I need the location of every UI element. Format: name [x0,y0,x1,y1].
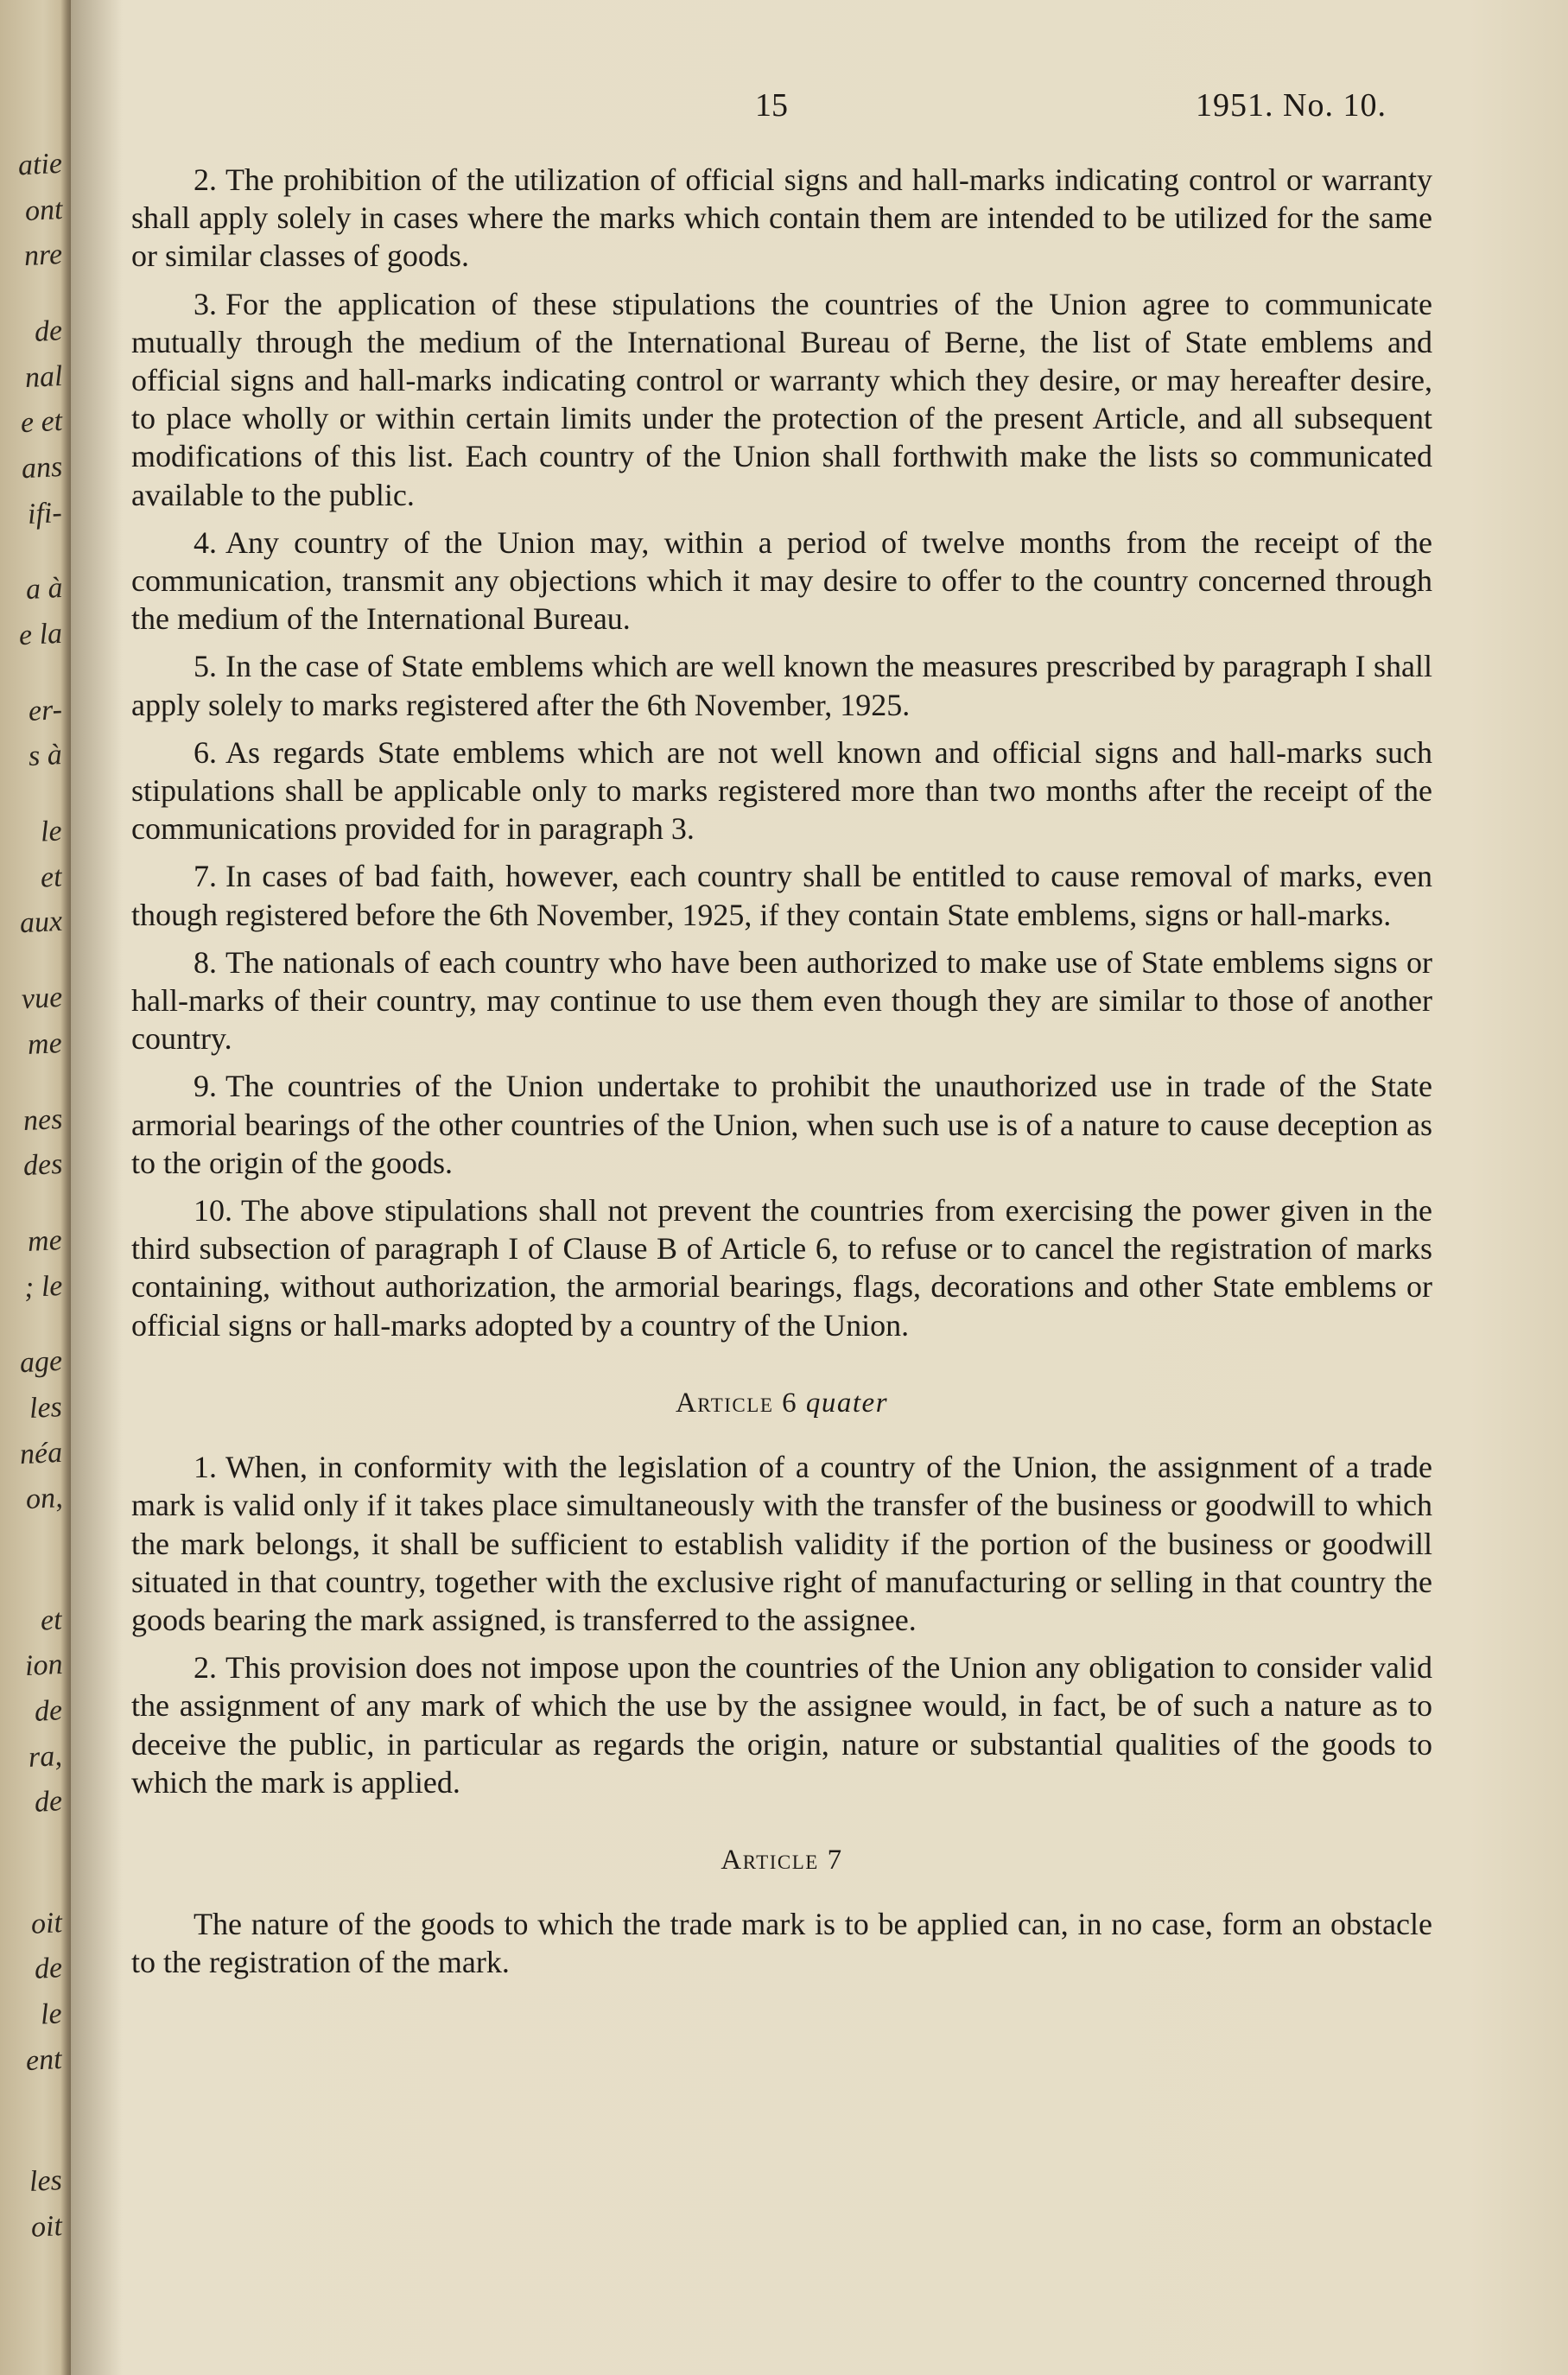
margin-fragment: me [27,1224,63,1259]
margin-fragment: les [29,1391,63,1426]
article-7-body [131,1905,1432,1981]
paragraph [131,943,1432,1058]
margin-fragment: aux [18,905,63,940]
body-text [131,161,1432,1982]
paragraph-text: This provision does not impose upon the countries of the Union any obligation to consider valid the assignment of any mark of which the use by the assignee would, in fact, be of such a nature as to deceive the public, in particular as regards the origin, nature or substantial qualities of the goods to which the mark is applied. [131,1650,1432,1800]
paragraph-text: The prohibition of the utilization of official signs and hall-marks indicating control or warranty shall apply solely in cases where the marks which contain them are intended to be utilized for the same or similar classes of goods. [131,162,1432,274]
margin-fragment: de [33,1694,63,1728]
paragraph-text: The above stipulations shall not prevent the countries from exercising the power given in the third subsection of paragraph I of Clause B of Article 6, to refuse or to cancel the registration of marks containing, without authorization, the armorial bearings, flags, decorations and other State emblems or official signs or hall-marks adopted by a country of the Union. [131,1193,1432,1343]
paragraph-number: 7. [194,859,217,894]
margin-fragment: ans [20,450,63,486]
margin-fragment: nal [23,359,63,394]
paragraph-text: The countries of the Union undertake to prohibit the unauthorized use in trade of the State armorial bearings of the other countries of the Union, when such use is of a nature to cause deception as to the origin of the goods. [131,1069,1432,1180]
margin-fragment: ion [23,1648,63,1683]
margin-fragment: age [18,1345,63,1380]
paragraph [131,647,1432,723]
paragraph-number: 5. [194,649,217,684]
article-6ter-continuation [131,161,1432,1344]
margin-fragment: me [27,1026,63,1061]
paragraph-number: 3. [194,286,217,321]
paragraph [131,1067,1432,1182]
article-word: Article [675,1387,774,1419]
paragraph [131,1905,1432,1981]
margin-fragment: et [40,1603,63,1637]
paragraph [131,524,1432,638]
margin-fragment: les [29,2164,63,2199]
margin-fragment: vue [20,981,63,1016]
margin-fragment: ra, [28,1739,63,1774]
margin-fragment: oit [30,1906,63,1940]
paragraph [131,161,1432,276]
article-7-heading [131,1841,1432,1879]
margin-fragment: e la [17,617,63,652]
article-word: Article [721,1844,819,1876]
paragraph-text: As regards State emblems which are not well known and official signs and hall-marks such stipulations shall be applicable only to marks registered more than two months after the receipt of the communications provided for in paragraph 3. [131,734,1432,847]
paragraph-number: 8. [194,944,217,980]
paragraph-number: 2. [194,162,217,197]
paragraph [131,857,1432,933]
article-number: 6 [782,1387,798,1419]
article-6-quater-heading [131,1384,1432,1422]
margin-fragment: de [33,314,63,348]
margin-fragment: le [40,1997,63,2031]
paragraph-number: 1. [194,1450,217,1485]
paragraph-text: In the case of State emblems which are well known the measures prescribed by paragraph I shall apply solely to marks registered after the 6th November, 1925. [131,649,1432,722]
paragraph [131,285,1432,514]
paragraph-number: 6. [194,734,217,770]
paragraph-number: 2. [194,1650,217,1686]
article-suffix: quater [805,1387,889,1419]
margin-fragment: nre [22,238,63,273]
margin-fragment: de [33,1785,63,1819]
article-6-quater-body [131,1448,1432,1801]
paragraph-text: Any country of the Union may, within a period of twelve months from the receipt of the communication, transmit any objections which it may desire to offer to the country concerned through the medium of the International Bureau. [131,524,1432,637]
margin-fragment: ; le [22,1269,63,1304]
paragraph [131,1191,1432,1344]
paragraph-text: The nationals of each country who have been authorized to make use of State emblems signs or hall-marks of their country, may continue to use them even though they are similar to those of another country. [131,944,1432,1057]
running-header [0,86,1568,130]
document-reference: 1951. No. 10. [1196,87,1387,124]
left-page-fragments [0,0,69,2375]
paragraph-text: The nature of the goods to which the trade mark is to be applied can, in no case, form an obstacle to the registration of the mark. [131,1907,1432,1980]
margin-fragment: oit [30,2209,63,2244]
margin-fragment: er- [28,693,63,727]
article-number: 7 [827,1844,843,1876]
margin-fragment: des [22,1148,63,1183]
margin-fragment: néa [18,1436,63,1470]
paragraph-number: 9. [194,1069,217,1104]
paragraph [131,1448,1432,1639]
gutter-shadow [71,0,123,2375]
paragraph-text: For the application of these stipulations the countries of the Union agree to communicate mutually through the medium of the International Bureau of Berne, the list of State emblems and official signs and hall-marks indicating control or warranty which they desire, or may hereafter desire, to place wholly or within certain limits under the protection of the present Article, and all subsequent modifications of this list. Each country of the Union shall forthwith make the lists so communicated available to the public. [131,286,1432,512]
margin-fragment: s à [28,739,63,773]
margin-fragment: a à [24,572,63,606]
margin-fragment: ont [23,193,63,227]
margin-fragment: ent [25,2042,63,2077]
paragraph [131,733,1432,848]
paragraph-text: When, in conformity with the legislation of a country of the Union, the assignment of a trade mark is valid only if it takes place simultaneously with the transfer of the business or goodwill to which the mark belongs, it shall be sufficient to establish validity if the portion of the business or goodwill situated in that country, together with the exclusive right of manufacturing or selling in that country the goods bearing the mark assigned, is transferred to the assignee. [131,1450,1432,1637]
margin-fragment: e et [19,405,63,440]
margin-fragment: et [40,860,63,894]
margin-fragment: le [40,815,63,848]
margin-fragment: atie [17,147,63,182]
margin-fragment: on, [24,1482,63,1516]
margin-fragment: nes [22,1102,63,1137]
margin-fragment: ifi- [27,496,63,530]
paragraph-number: 10. [194,1193,232,1229]
paragraph-number: 4. [194,524,217,560]
paragraph [131,1648,1432,1801]
paragraph-text: In cases of bad faith, however, each country shall be entitled to cause removal of marks, even though registered before the 6th November, 1925, if they contain State emblems, signs or hall-marks. [131,859,1432,932]
margin-fragment: de [33,1952,63,1986]
page-number: 15 [755,87,788,124]
